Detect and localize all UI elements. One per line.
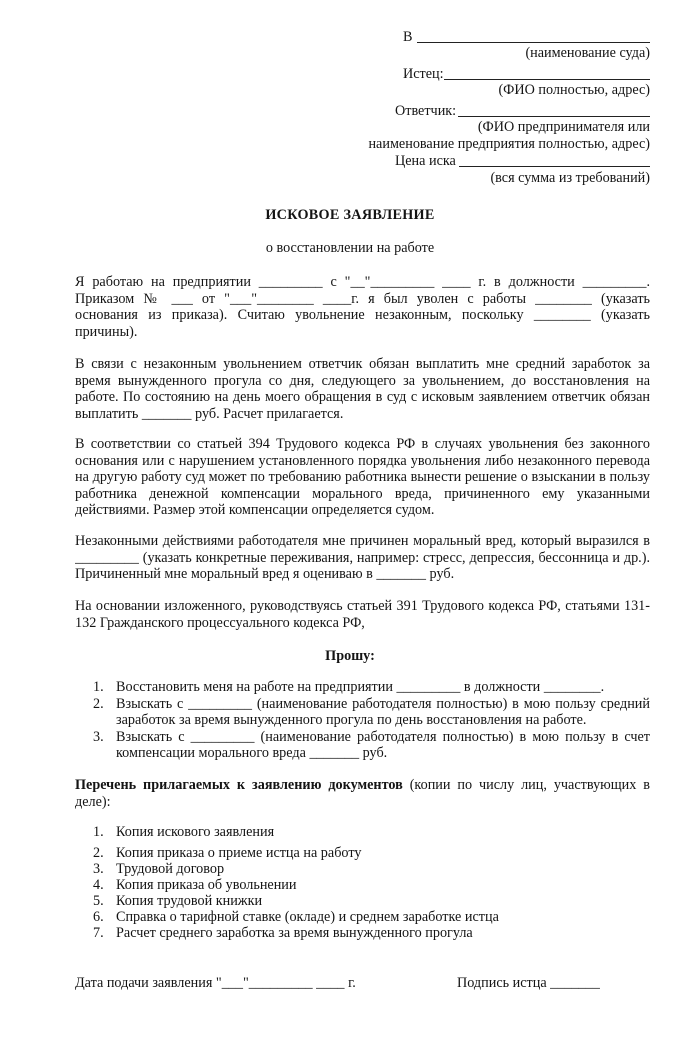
filing-date: Дата подачи заявления "___"_________ ____ г.: [75, 975, 356, 991]
claim-price-label: Цена иска: [395, 153, 456, 169]
claim-price-blank: [459, 152, 650, 167]
attachments-intro-line2: деле):: [75, 793, 111, 810]
paragraph-line: Приказом № ___ от "___"________ ____г. я был уволен с работы ________ (указать: [75, 290, 650, 307]
attachments-list: [93, 824, 650, 941]
list-item-number: 3.: [93, 861, 104, 877]
list-item-text: Восстановить меня на работе на предприятии _________ в должности ________.: [116, 679, 605, 695]
paragraph-line: На основании изложенного, руководствуясь статьей 391 Трудового кодекса РФ, статьями 131-: [75, 598, 650, 614]
list-item: [93, 877, 650, 893]
attachments-intro-rest: (копии по числу лиц, участвующих в: [402, 777, 650, 793]
defendant-blank: [458, 102, 650, 117]
list-item: [93, 845, 650, 861]
list-item: [93, 729, 650, 762]
document-subtitle: о восстановлении на работе: [265, 240, 435, 256]
list-item: [93, 679, 650, 696]
list-item-text: Трудовой договор: [116, 861, 225, 877]
paragraph-line: работника денежной компенсации морального вреда, причиненного ему указанными: [75, 485, 650, 502]
paragraph-employment: [75, 274, 650, 340]
list-item-text: Справка о тарифной ставке (окладе) и среднем заработке истца: [116, 909, 499, 925]
defendant-label: Ответчик:: [395, 103, 457, 119]
plaintiff-note: (ФИО полностью, адрес): [498, 82, 650, 98]
list-item-number: 7.: [93, 925, 104, 941]
request-heading: Прошу:: [325, 648, 375, 664]
list-item: [93, 909, 650, 925]
list-item: [93, 925, 650, 941]
paragraph-line: работе. По состоянию на день моего обращения в суд с исковым заявлением ответчик обязан: [75, 389, 650, 405]
plaintiff-signature: Подпись истца _______: [457, 975, 600, 991]
attachments-intro-line: [75, 777, 650, 794]
paragraph-line: основания или с нарушением установленного порядка увольнения либо незаконного перевода: [75, 452, 650, 469]
plaintiff-blank: [444, 65, 650, 80]
list-item-number: 5.: [93, 893, 104, 909]
defendant-note-line1: (ФИО предпринимателя или: [477, 119, 650, 135]
paragraph-line: основания из приказа). Считаю увольнение незаконным, поскольку ________ (указать: [75, 307, 650, 323]
list-item: [93, 861, 650, 877]
defendant-note-line2: наименование предприятия полностью, адрес): [368, 136, 650, 152]
paragraph-average-earnings: [75, 356, 650, 422]
list-item-number: 6.: [93, 909, 104, 925]
list-item-number: 2.: [93, 845, 104, 861]
court-note: (наименование суда): [525, 45, 650, 61]
court-blank: [417, 28, 650, 43]
paragraph-line: на другую работу суд может по требованию работника вынести решение о взыскании в пользу: [75, 469, 650, 485]
list-item-text: Расчет среднего заработка за время вынужденного прогула: [116, 925, 473, 941]
list-item-number: 3.: [93, 728, 104, 745]
list-item-number: 4.: [93, 877, 104, 893]
claim-price-note: (вся сумма из требований): [490, 170, 650, 186]
list-item-text: Копия трудовой книжки: [116, 893, 263, 909]
list-item-text: Взыскать с _________ (наименование работодателя полностью) в мою пользу средний: [116, 695, 650, 712]
paragraph-line: Я работаю на предприятии _________ с "__"_________ ____ г. в должности _________.: [75, 274, 650, 290]
list-item-text: заработок за время вынужденного прогула по день восстановления на работе.: [116, 712, 587, 728]
list-item-text: Копия приказа об увольнении: [116, 877, 297, 893]
attachments-intro: [75, 777, 650, 810]
paragraph-line: причины).: [75, 323, 138, 340]
list-item-text: Взыскать с _________ (наименование работодателя полностью) в мою пользу в счет: [116, 728, 650, 745]
plaintiff-label: Истец:: [403, 66, 444, 82]
paragraph-line: В связи с незаконным увольнением ответчик обязан выплатить мне средний заработок за: [75, 356, 650, 372]
paragraph-line: действиями. Размер этой компенсации определяется судом.: [75, 502, 435, 518]
paragraph-line: 132 Гражданского процессуального кодекса РФ,: [75, 614, 365, 631]
paragraph-line: выплатить _______ руб. Расчет прилагается.: [75, 405, 344, 422]
list-item-number: 2.: [93, 695, 104, 712]
paragraph-line: В соответствии со статьей 394 Трудового кодекса РФ в случаях увольнения без законного: [75, 436, 650, 452]
document-title: ИСКОВОЕ ЗАЯВЛЕНИЕ: [265, 207, 435, 223]
paragraph-legal-basis: [75, 436, 650, 519]
list-item-number: 1.: [93, 824, 104, 840]
list-item-text: Копия искового заявления: [116, 824, 275, 840]
list-item-number: 1.: [93, 679, 104, 695]
paragraph-line: Незаконными действиями работодателя мне причинен моральный вред, который выразился в: [75, 533, 650, 549]
list-item: [93, 696, 650, 729]
paragraph-line: время вынужденного прогула со дня, следующего за увольнением, до восстановления на: [75, 372, 650, 389]
paragraph-moral-damage: [75, 533, 650, 583]
attachments-intro-bold: Перечень прилагаемых к заявлению документов: [75, 777, 403, 793]
paragraph-line: Причиненный мне моральный вред я оцениваю в _______ руб.: [75, 566, 455, 582]
paragraph-grounds: [75, 598, 650, 631]
list-item: [93, 824, 650, 840]
list-item: [93, 893, 650, 909]
request-list: [93, 679, 650, 762]
list-item-text: компенсации морального вреда _______ руб.: [116, 745, 388, 761]
court-prefix: В: [403, 29, 413, 45]
paragraph-line: _________ (указать конкретные переживания, например: стресс, депрессия, бессонница и др.).: [75, 549, 650, 566]
list-item-text: Копия приказа о приеме истца на работу: [116, 845, 362, 861]
